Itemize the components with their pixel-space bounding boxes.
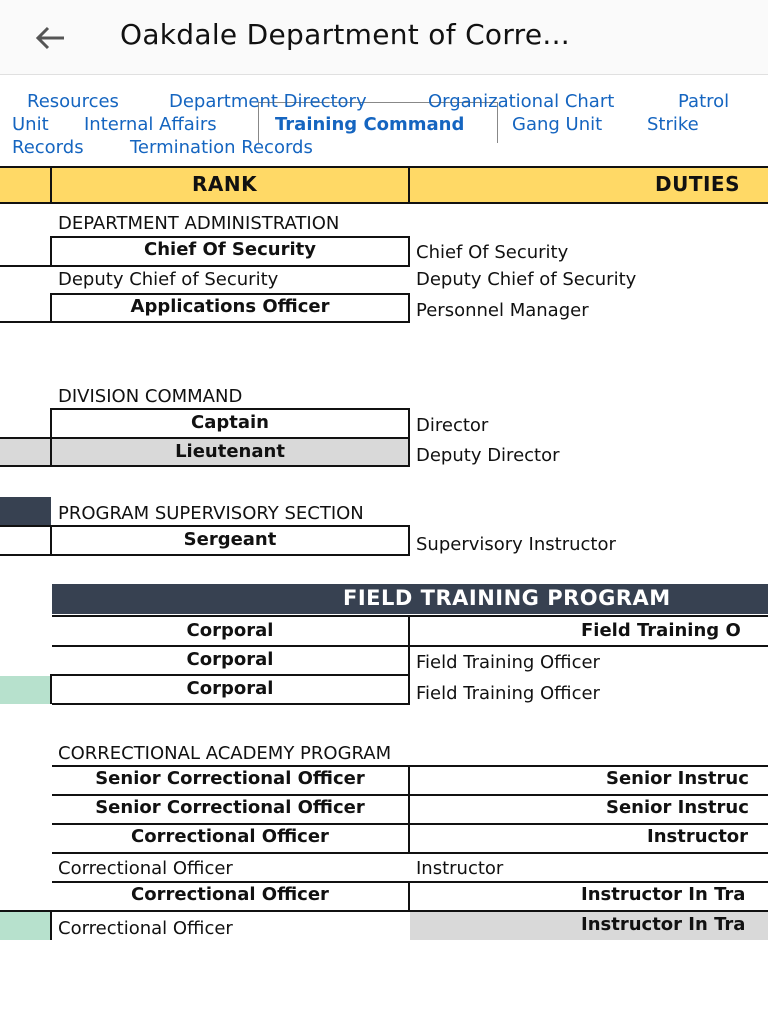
rank-cell[interactable]: Lieutenant <box>175 441 285 462</box>
tab-gang-unit[interactable]: Gang Unit <box>512 114 603 135</box>
tab-organizational-chart[interactable]: Organizational Chart <box>428 91 615 112</box>
rank-cell[interactable]: Sergeant <box>183 529 277 550</box>
duty-cell[interactable]: Instructor <box>647 826 749 847</box>
section-title: DEPARTMENT ADMINISTRATION <box>58 213 340 234</box>
duty-cell[interactable]: Deputy Director <box>416 445 560 466</box>
duty-cell[interactable]: Field Training O <box>581 620 741 641</box>
cell-border <box>0 321 410 323</box>
rank-cell[interactable]: Corporal <box>186 678 274 699</box>
duty-cell[interactable]: Instructor <box>416 858 504 879</box>
tab-unit[interactable]: Unit <box>12 114 49 135</box>
cell-border <box>50 293 410 295</box>
duty-cell[interactable]: Instructor In Tra <box>581 884 746 905</box>
rank-cell[interactable]: Correctional Officer <box>58 918 233 939</box>
header-divider <box>50 166 52 202</box>
cell-border <box>0 437 410 439</box>
cell-border <box>408 615 410 645</box>
cell-border <box>408 525 410 555</box>
cell-border <box>0 465 410 467</box>
rank-cell[interactable]: Correctional Officer <box>131 884 329 905</box>
cell-border <box>52 615 768 617</box>
cell-border <box>52 674 410 676</box>
duty-cell[interactable]: Instructor In Tra <box>581 914 746 935</box>
tab-termination-records[interactable]: Termination Records <box>130 137 313 158</box>
field-training-title: FIELD TRAINING PROGRAM <box>343 586 671 610</box>
rank-cell[interactable]: Captain <box>191 412 269 433</box>
cell-border <box>52 881 768 883</box>
green-cell <box>0 676 50 704</box>
cell-border <box>50 408 410 410</box>
rank-cell[interactable]: Senior Correctional Officer <box>95 797 365 818</box>
tab-strike[interactable]: Strike <box>647 114 699 135</box>
duty-cell[interactable]: Field Training Officer <box>416 683 600 704</box>
rank-cell[interactable]: Senior Correctional Officer <box>95 768 365 789</box>
rank-cell[interactable]: Corporal <box>186 649 274 670</box>
cell-border <box>408 765 410 853</box>
duties-header: DUTIES <box>655 172 740 196</box>
rank-cell[interactable]: Corporal <box>186 620 274 641</box>
rank-cell[interactable]: Correctional Officer <box>131 826 329 847</box>
duty-cell[interactable]: Personnel Manager <box>416 300 589 321</box>
rank-cell[interactable]: Correctional Officer <box>58 858 233 879</box>
section-title: DIVISION COMMAND <box>58 386 243 407</box>
section-title: CORRECTIONAL ACADEMY PROGRAM <box>58 743 392 764</box>
rank-cell[interactable]: Chief Of Security <box>144 239 316 260</box>
rank-header: RANK <box>192 172 258 196</box>
cell-border <box>408 293 410 322</box>
duty-cell[interactable]: Field Training Officer <box>416 652 600 673</box>
tab-patrol[interactable]: Patrol <box>678 91 730 112</box>
tab-department-directory[interactable]: Department Directory <box>169 91 367 112</box>
duty-cell[interactable]: Deputy Chief of Security <box>416 269 637 290</box>
app-bar <box>0 0 768 75</box>
tab-records[interactable]: Records <box>12 137 84 158</box>
section-title: PROGRAM SUPERVISORY SECTION <box>58 503 364 524</box>
duty-cell[interactable]: Chief Of Security <box>416 242 569 263</box>
cell-border <box>52 645 768 647</box>
tab-training-command[interactable]: Training Command <box>275 114 465 135</box>
green-cell <box>0 912 50 940</box>
tab-resources[interactable]: Resources <box>27 91 119 112</box>
cell-border <box>52 765 768 767</box>
duty-cell[interactable]: Senior Instruc <box>606 768 749 789</box>
rank-cell[interactable]: Applications Officer <box>130 296 330 317</box>
duty-cell[interactable]: Senior Instruc <box>606 797 749 818</box>
table-header-row <box>0 166 768 204</box>
app-title: Oakdale Department of Corre... <box>120 18 570 51</box>
cell-border <box>52 703 410 705</box>
cell-border <box>52 823 768 825</box>
cell-border <box>408 236 410 265</box>
dark-cell <box>0 497 51 525</box>
duty-cell[interactable]: Supervisory Instructor <box>416 534 616 555</box>
tab-internal-affairs[interactable]: Internal Affairs <box>84 114 217 135</box>
cell-border <box>50 236 410 238</box>
arrow-left-icon[interactable] <box>30 18 70 58</box>
cell-border <box>408 437 410 466</box>
cell-border <box>50 910 52 940</box>
header-divider <box>408 166 410 202</box>
cell-border <box>52 794 768 796</box>
duty-cell[interactable]: Director <box>416 415 489 436</box>
cell-border <box>52 852 768 854</box>
cell-border <box>0 525 410 527</box>
cell-border <box>0 265 410 267</box>
cell-border <box>408 881 410 910</box>
cell-border <box>0 554 410 556</box>
rank-cell[interactable]: Deputy Chief of Security <box>58 269 279 290</box>
